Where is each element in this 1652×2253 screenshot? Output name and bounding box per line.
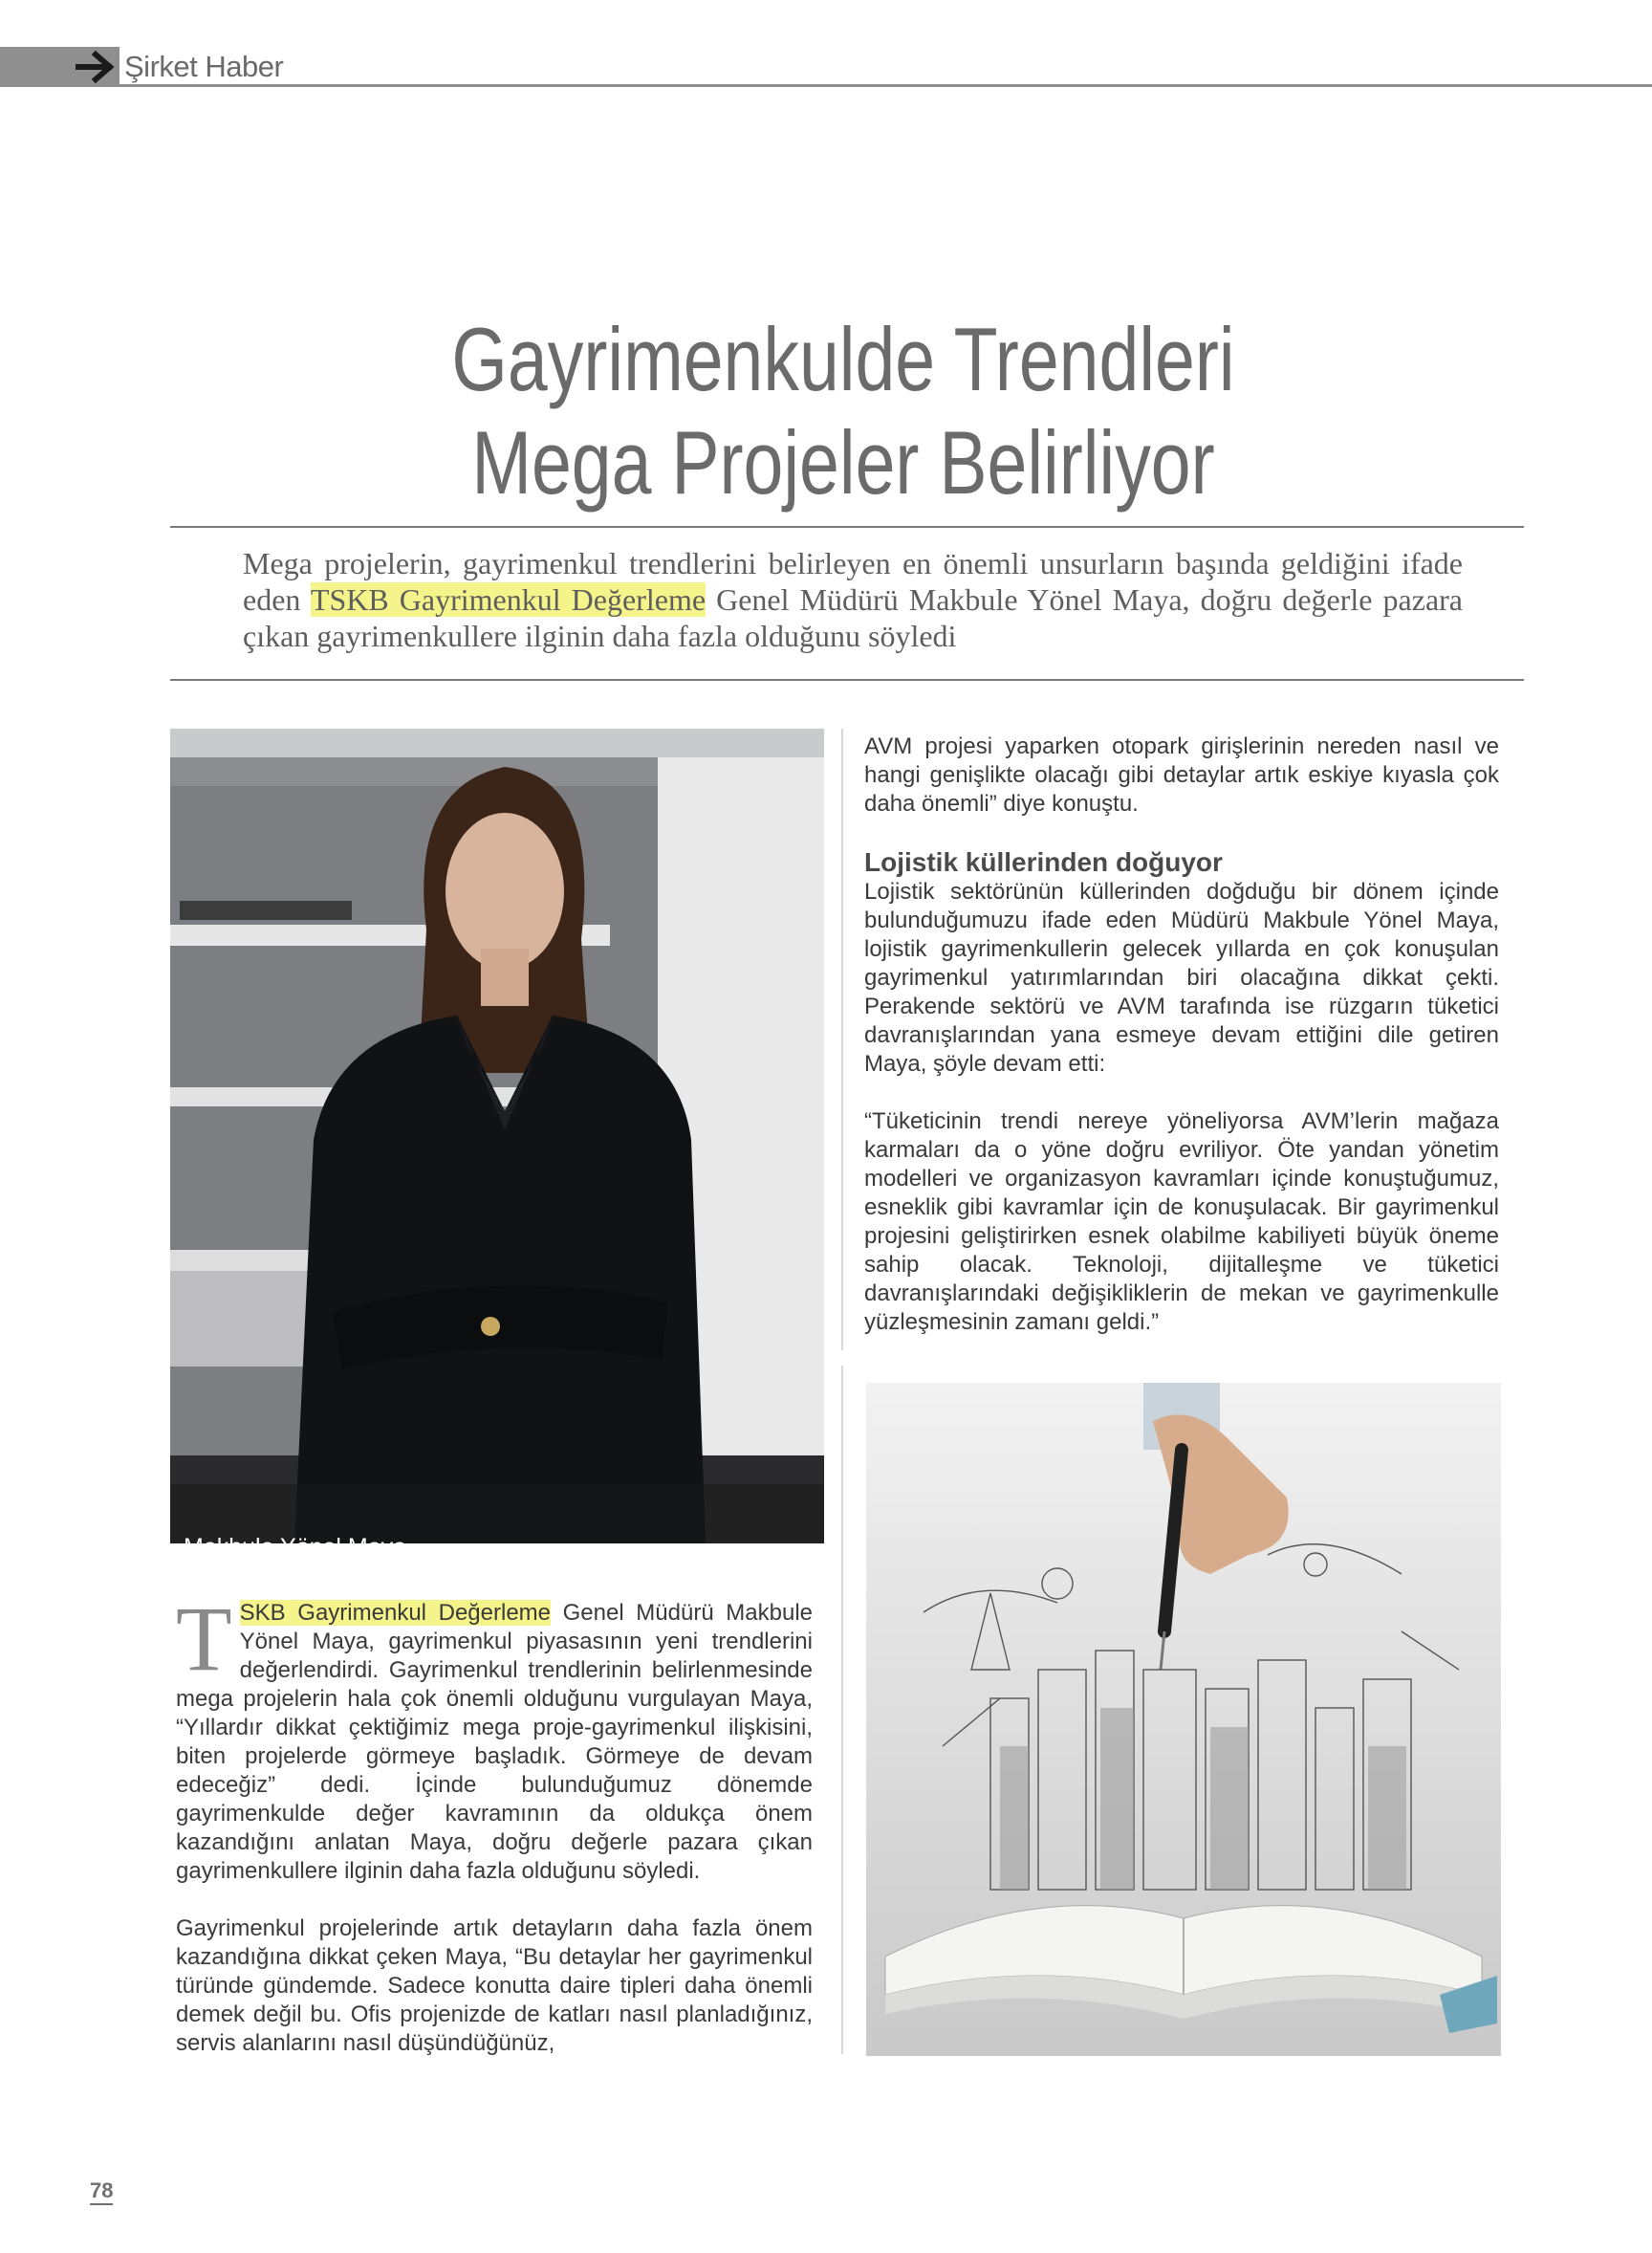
article-lead: [243, 545, 1463, 654]
lead-rule-bottom: [170, 679, 1524, 681]
section-label: Şirket Haber: [124, 50, 284, 83]
left-column: [176, 1587, 813, 2087]
arrow-right-icon: [75, 50, 117, 84]
left-paragraph-1-text: Genel Müdürü Makbule Yönel Maya, gayrimenkul piyasasının yeni trendlerini değerlendirdi. Gayrimenkul trendlerinin belirlenmesinde mega projelerin hala çok önemli olduğunu vurgulayan Maya, “Yıllardır dikkat çektiğimiz mega proje-gayrimenkul ilişkisini, biten projelerde görmeye başladık. Görmeye de devam edeceğiz” dedi. İçinde bulunduğumuz dönemde gayrimenkulde değer kavramının da oldukça önem kazandığını anlatan Maya, doğru değerle pazara çıkan gayrimenkullere ilginin daha fazla olduğunu söyledi.: [176, 1600, 813, 1884]
right-paragraph-3: “Tüketicinin trendi nereye yöneliyorsa AVM’lerin mağaza karmaları da o yöne doğru evriliyor. Öte yandan yönetim modelleri ve organizasyon kavramları içinde konuştuğumuz, esneklik gibi kavramlar için de konuşulacak. Bir gayrimenkul projesini geliştirirken esnek olabilme kabiliyeti büyük öneme sahip olacak. Teknoloji, dijitalleşme ve tüketici davranışlarındaki değişikliklerin de mekan ve gayrimenkulle yüzleşmesinin zamanı geldi.”: [864, 1108, 1499, 1335]
lead-text-1: Mega projelerin, gayrimenkul trendlerini belirleyen en önemli unsurların başında geldiğini ifade eden: [243, 546, 1463, 617]
page-number: 78: [90, 2178, 113, 2205]
right-paragraph-1: AVM projesi yaparken otopark girişlerinin nereden nasıl ve hangi genişlikte olacağı gibi detaylar artık eskiye kıyasla çok daha önemli” diye konuştu.: [864, 733, 1499, 817]
header-rule: [0, 84, 1652, 87]
right-subheading: Lojistik küllerinden doğuyor: [864, 847, 1223, 877]
title-line-2: Mega Projeler Belirliyor: [471, 412, 1215, 513]
right-column: [864, 733, 1499, 1366]
lead-rule-top: [170, 526, 1524, 528]
left-highlight: SKB Gayrimenkul Değerleme: [239, 1600, 551, 1626]
article-title: [306, 308, 1380, 514]
left-paragraph-2: Gayrimenkul projelerinde artık detayların daha fazla önem kazandığına dikkat çeken Maya, “Bu detaylar her gayrimenkul türünde gündemde. Sadece konutta daire tipleri daha önemli demek değil bu. Ofis projenizde de katları nasıl planladığınız, servis alanlarını nasıl düşündüğünüz,: [176, 1915, 813, 2056]
portrait-photo: [170, 729, 824, 1543]
column-divider-top: [841, 729, 843, 1350]
city-book-illustration: [866, 1383, 1501, 2056]
title-line-1: Gayrimenkulde Trendleri: [451, 309, 1235, 409]
lead-highlight: TSKB Gayrimenkul Değerleme: [310, 582, 706, 617]
column-divider-bottom: [841, 1366, 843, 2054]
lead-text-2: Genel Müdürü Makbule Yönel Maya, doğru değerle pazara çıkan gayrimenkullere ilginin daha fazla olduğunu söyledi: [243, 582, 1464, 653]
photo-caption: Makbule Yönel Maya: [184, 1534, 407, 1561]
right-paragraph-2: Lojistik sektörünün küllerinden doğduğu bir dönem içinde bulunduğumuzu ifade eden Müdürü Makbule Yönel Maya, lojistik gayrimenkullerin gelecek yıllarda en çok konuşulan gayrimenkul yatırımlarından biri olacağına dikkat çekti. Perakende sektörü ve AVM tarafında ise rüzgarın tüketici davranışlarından yana esmeye devam ettiğini dile getiren Maya, şöyle devam etti:: [864, 879, 1499, 1077]
drop-cap: T: [176, 1587, 232, 1690]
left-paragraph-1: [176, 1587, 813, 1886]
